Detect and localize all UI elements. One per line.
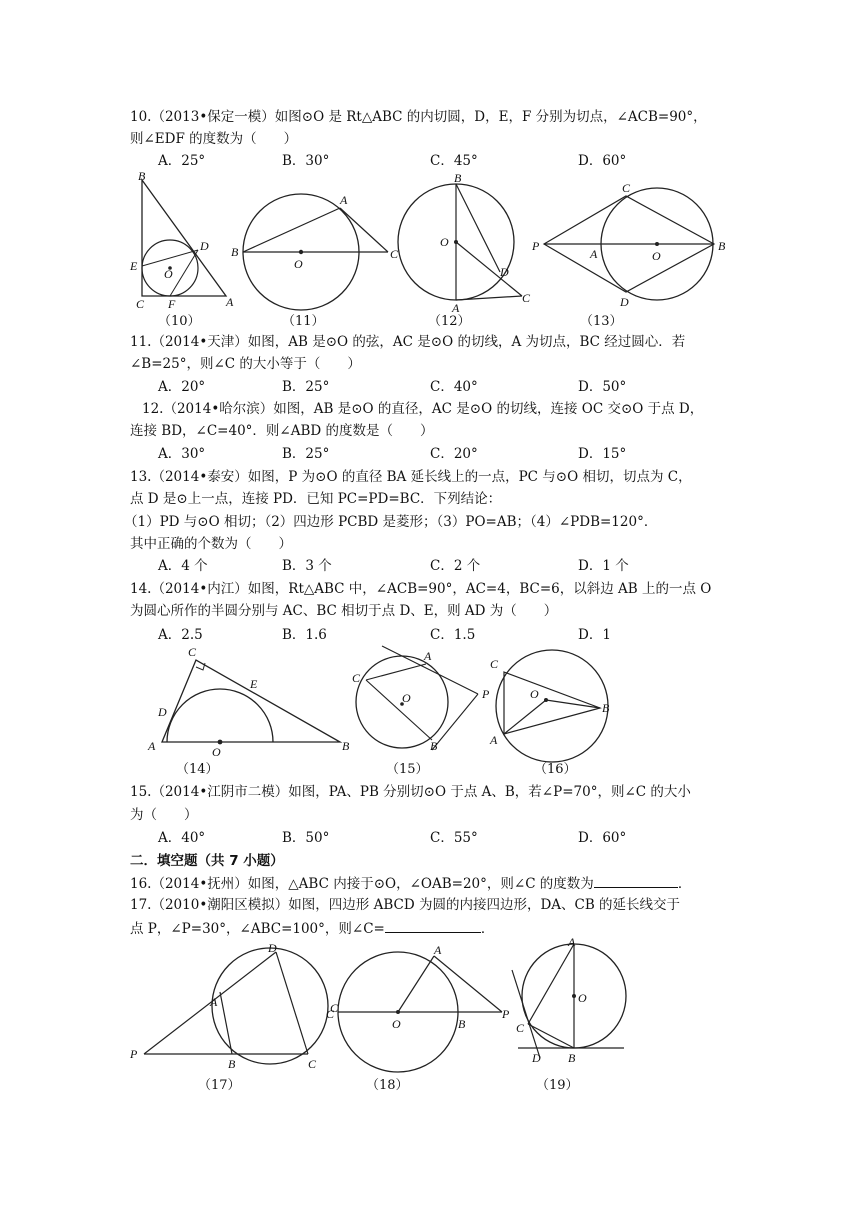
q12-option-a: A．30° <box>158 446 206 462</box>
fig17-label-d: D <box>268 941 277 955</box>
q11-option-b: B．25° <box>282 379 330 395</box>
fig14-label-a: A <box>148 739 156 753</box>
fig14-label-c: C <box>188 645 197 659</box>
fig19-label-a: A <box>568 935 576 949</box>
fig19-label-b: B <box>568 1051 576 1065</box>
fig14-caption: （14） <box>176 762 219 777</box>
fig10-label-b: B <box>138 169 146 183</box>
fig16-label-c: C <box>490 657 499 671</box>
fig10-label-a: A <box>226 295 234 309</box>
q11-option-c: C．40° <box>430 379 478 395</box>
q13-option-a: A．4 个 <box>158 558 208 574</box>
fig15-label-p: P <box>482 687 490 701</box>
fig10-label-c: C <box>136 297 145 311</box>
fig18-label-c: C <box>326 1007 335 1021</box>
fig18-label-b: B <box>458 1017 466 1031</box>
q10-option-d: D．60° <box>578 153 627 169</box>
fig16-label-o: O <box>530 687 539 701</box>
q17-line1: 17.（2010•潮阳区模拟）如图，四边形 ABCD 为圆的内接四边形，DA、CB 的延长线交于 <box>130 897 681 913</box>
q12-line1: 12.（2014•哈尔滨）如图，AB 是⊙O 的直径，AC 是⊙O 的切线，连接 OC 交⊙O 于点 D， <box>142 401 704 417</box>
fig15-label-c: C <box>352 671 361 685</box>
fig15-label-o: O <box>402 691 411 705</box>
q13-option-c: C．2 个 <box>430 558 481 574</box>
q15-line1: 15.（2014•江阴市二模）如图，PA、PB 分别切⊙O 于点 A、B，若∠P=70°，则∠C 的大小 <box>130 784 691 800</box>
q16-end: ． <box>677 876 692 892</box>
q13-line2: 点 D 是⊙上一点，连接 PD．已知 PC=PD=BC．下列结论： <box>130 491 502 507</box>
q13-line4: 其中正确的个数为（ ） <box>130 536 292 552</box>
figure-16 <box>484 650 624 762</box>
fig12-label-c: C <box>522 291 531 305</box>
fig12-caption: （12） <box>428 314 471 329</box>
figure-11 <box>228 186 408 316</box>
fig13-label-d: D <box>620 295 629 309</box>
fig14-label-b: B <box>342 739 350 753</box>
fig11-label-c: C <box>390 247 399 261</box>
figure-12 <box>396 171 536 315</box>
q17-answer-blank <box>385 919 481 933</box>
fig13-label-p: P <box>532 239 540 253</box>
fig11-caption: （11） <box>282 314 325 329</box>
q12-option-b: B．25° <box>282 446 330 462</box>
q13-line1: 13.（2014•泰安）如图，P 为⊙O 的直径 BA 延长线上的一点，PC 与⊙O 相切，切点为 C， <box>130 469 692 485</box>
fig10-label-f: F <box>168 297 176 311</box>
q12-option-d: D．15° <box>578 446 627 462</box>
fig13-label-c: C <box>622 181 631 195</box>
q14-line1: 14.（2014•内江）如图，Rt△ABC 中，∠ACB=90°，AC=4，BC=6，以斜边 AB 上的一点 O <box>130 581 712 597</box>
q14-option-a: A．2.5 <box>158 627 203 643</box>
q10-option-b: B．30° <box>282 153 330 169</box>
q16-text: 16.（2014•抚州）如图，△ABC 内接于⊙O，∠OAB=20°，则∠C 的度数为 <box>130 876 594 892</box>
q14-option-c: C．1.5 <box>430 627 476 643</box>
fig12-label-d: D <box>500 265 509 279</box>
fig11-label-b: B <box>231 245 239 259</box>
q13-option-b: B．3 个 <box>282 558 332 574</box>
fig16-label-a: A <box>490 733 498 747</box>
fig19-label-d: D <box>532 1051 541 1065</box>
figure-18 <box>324 942 514 1070</box>
fig16-caption: （16） <box>534 762 577 777</box>
fig19-label-o: O <box>578 991 587 1005</box>
fig19-caption: （19） <box>536 1078 579 1093</box>
fig12-label-b: B <box>454 171 462 185</box>
fig13-caption: （13） <box>580 314 623 329</box>
fig13-label-a: A <box>590 247 598 261</box>
q13-line3: （1）PD 与⊙O 相切；（2）四边形 PCBD 是菱形；（3）PO=AB；（4）∠PDB=120°． <box>124 514 658 530</box>
figure-15 <box>344 646 494 758</box>
q10-option-a: A．25° <box>158 153 206 169</box>
q10-option-c: C．45° <box>430 153 478 169</box>
fig11-label-a: A <box>340 193 348 207</box>
q14-line2: 为圆心所作的半圆分别与 AC、BC 相切于点 D、E，则 AD 为（ ） <box>130 603 558 619</box>
q11-option-d: D．50° <box>578 379 627 395</box>
fig17-label-c-right: C <box>330 1001 339 1015</box>
fig14-label-e: E <box>250 677 258 691</box>
fig17-label-a: A <box>210 995 218 1009</box>
q10-line1: 10.（2013•保定一模）如图⊙O 是 Rt△ABC 的内切圆，D，E，F 分别为切点，∠ACB=90°， <box>130 109 707 125</box>
q17-text: 点 P，∠P=30°，∠ABC=100°，则∠C= <box>130 921 385 937</box>
q10-line2: 则∠EDF 的度数为（ ） <box>130 131 298 147</box>
fig18-caption: （18） <box>366 1078 409 1093</box>
fig16-label-b: B <box>602 701 610 715</box>
figure-10 <box>126 170 236 310</box>
fig10-label-d: D <box>200 239 209 253</box>
fig17-label-c: C <box>308 1057 317 1071</box>
fig15-caption: （15） <box>386 762 429 777</box>
fig15-label-a: A <box>424 649 432 663</box>
fig10-caption: （10） <box>158 314 201 329</box>
q15-option-d: D．60° <box>578 830 627 846</box>
q16-line <box>130 874 691 893</box>
q15-option-b: B．50° <box>282 830 330 846</box>
fig17-label-p: P <box>130 1047 138 1061</box>
q17-end: ． <box>480 921 495 937</box>
fig10-label-e: E <box>130 259 138 273</box>
q15-option-a: A．40° <box>158 830 206 846</box>
q17-line2 <box>130 919 494 938</box>
fig19-label-c: C <box>516 1021 525 1035</box>
fig17-caption: （17） <box>198 1078 241 1093</box>
q14-option-b: B．1.6 <box>282 627 327 643</box>
figure-14 <box>146 646 356 758</box>
fig11-label-o: O <box>294 257 303 271</box>
fig14-label-d: D <box>158 705 167 719</box>
q13-option-d: D．1 个 <box>578 558 629 574</box>
fig15-label-b: B <box>430 739 438 753</box>
figure-13 <box>528 180 738 310</box>
fig10-label-o: O <box>164 267 173 281</box>
section-heading: 二．填空题（共 7 小题） <box>130 853 284 869</box>
fig17-label-b: B <box>228 1057 236 1071</box>
fig12-label-o: O <box>440 235 449 249</box>
fig18-label-p: P <box>502 1007 510 1021</box>
fig14-label-o: O <box>212 745 221 759</box>
q15-line2: 为（ ） <box>130 807 198 823</box>
figure-19 <box>506 935 632 1068</box>
fig18-label-o: O <box>392 1017 401 1031</box>
q14-option-d: D．1 <box>578 627 611 643</box>
fig13-label-o: O <box>652 249 661 263</box>
q11-line2: ∠B=25°，则∠C 的大小等于（ ） <box>130 356 361 372</box>
figure-17 <box>128 941 340 1071</box>
fig13-label-b: B <box>718 239 726 253</box>
q11-line1: 11.（2014•天津）如图，AB 是⊙O 的弦，AC 是⊙O 的切线，A 为切点，BC 经过圆心．若 <box>130 334 686 350</box>
fig12-label-a: A <box>452 301 460 315</box>
q12-option-c: C．20° <box>430 446 478 462</box>
fig18-label-a: A <box>434 943 442 957</box>
q11-option-a: A．20° <box>158 379 206 395</box>
q16-answer-blank <box>594 874 678 888</box>
q15-option-c: C．55° <box>430 830 478 846</box>
q12-line2: 连接 BD，∠C=40°．则∠ABD 的度数是（ ） <box>130 423 434 439</box>
